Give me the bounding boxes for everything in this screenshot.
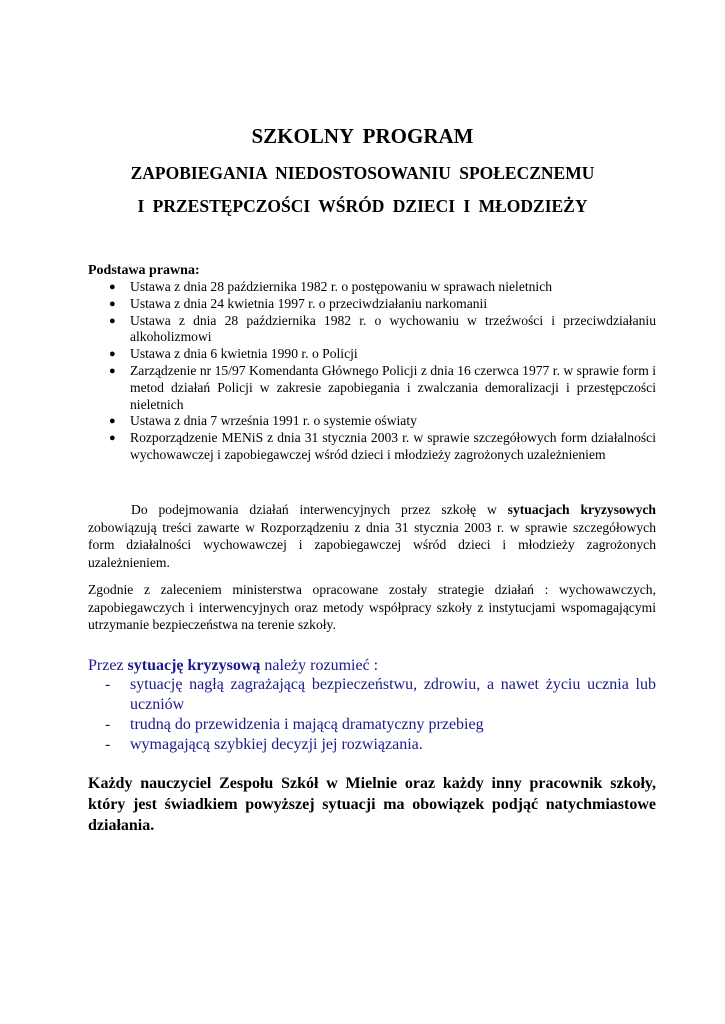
dash-bullet: - (105, 736, 111, 753)
bullet-icon: ● (109, 348, 116, 361)
crisis-definition-intro: Przez sytuację kryzysową należy rozumieć : (88, 657, 379, 674)
legal-basis-item: ● Ustawa z dnia 7 września 1991 r. o systemie oświaty (109, 413, 417, 429)
legal-basis-item: ● Ustawa z dnia 6 kwietnia 1990 r. o Policji (109, 346, 358, 362)
bullet-icon: ● (109, 297, 116, 310)
bullet-icon: ● (109, 314, 116, 327)
crisis-definition-item: - trudną do przewidzenia i mającą dramatyczny przebieg (105, 716, 484, 733)
bullet-icon: ● (109, 364, 116, 377)
document-subtitle-line1: ZAPOBIEGANIA NIEDOSTOSOWANIU SPOŁECZNEMU (130, 163, 595, 183)
crisis-situation-term: sytuację kryzysową (127, 657, 261, 674)
legal-basis-item: ● Zarządzenie nr 15/97 Komendanta Głównego Policji z dnia 16 czerwca 1977 r. w sprawie form i metod działań Policji w zakresie zapobiegania i zwalczania demoralizacji i przestępczości nieletnich (109, 362, 656, 412)
dash-bullet: - (105, 716, 111, 733)
bullet-icon: ● (109, 415, 116, 428)
legal-basis-list (88, 279, 656, 464)
legal-basis-item: ● Ustawa z dnia 28 października 1982 r. o postępowaniu w sprawach nieletnich (109, 279, 553, 294)
crisis-situations-term: sytuacjach kryzysowych (507, 502, 656, 517)
document-title: SZKOLNY PROGRAM (251, 124, 474, 148)
legal-basis-heading: Podstawa prawna: (88, 263, 200, 278)
bullet-icon: ● (109, 281, 116, 293)
crisis-definition-list (88, 675, 656, 755)
crisis-definition-item: - wymagającą szybkiej decyzji jej rozwiązania. (105, 736, 423, 753)
legal-basis-item: ● Ustawa z dnia 28 października 1982 r. o wychowaniu w trzeźwości i przeciwdziałaniu alkoholizmowi (109, 312, 656, 345)
crisis-definition-item: - sytuację nagłą zagrażającą bezpieczeństwu, zdrowiu, a nawet życiu ucznia lub uczniów (105, 676, 656, 713)
legal-basis-item: ● Rozporządzenie MENiS z dnia 31 stycznia 2003 r. w sprawie szczegółowych form działalności wychowawczej i zapobiegawczej wśród dzieci i młodzieży zagrożonych uzależnieniem (109, 430, 656, 462)
strategies-paragraph: Zgodnie z zaleceniem ministerstwa opracowane zostały strategie działań : wychowawczych, zapobiegawczych i interwencyjnych oraz metody współpracy szkoły z instytucjami wspomagającymi utrzymanie bezpieczeństwa na terenie szkoły. (88, 582, 656, 632)
intervention-paragraph: Do podejmowania działań interwencyjnych przez szkołę w sytuacjach kryzysowych zobowiązują treści zawarte w Rozporządzeniu z dnia 31 stycznia 2003 r. w sprawie szczegółowych form działalności wychowawczej i zapobiegawczej wśród dzieci i młodzieży zagrożonych uzależnieniem. (88, 502, 656, 570)
document-subtitle-line2: I PRZESTĘPCZOŚCI WŚRÓD DZIECI I MŁODZIEŻY (137, 196, 588, 216)
legal-basis-item: ● Ustawa z dnia 24 kwietnia 1997 r. o przeciwdziałaniu narkomanii (109, 295, 488, 311)
obligation-statement: Każdy nauczyciel Zespołu Szkół w Mielnie oraz każdy inny pracownik szkoły, który jest świadkiem powyższej sytuacji ma obowiązek podjąć natychmiastowe działania. (88, 775, 656, 834)
bullet-icon: ● (109, 432, 116, 445)
dash-bullet: - (105, 676, 111, 693)
